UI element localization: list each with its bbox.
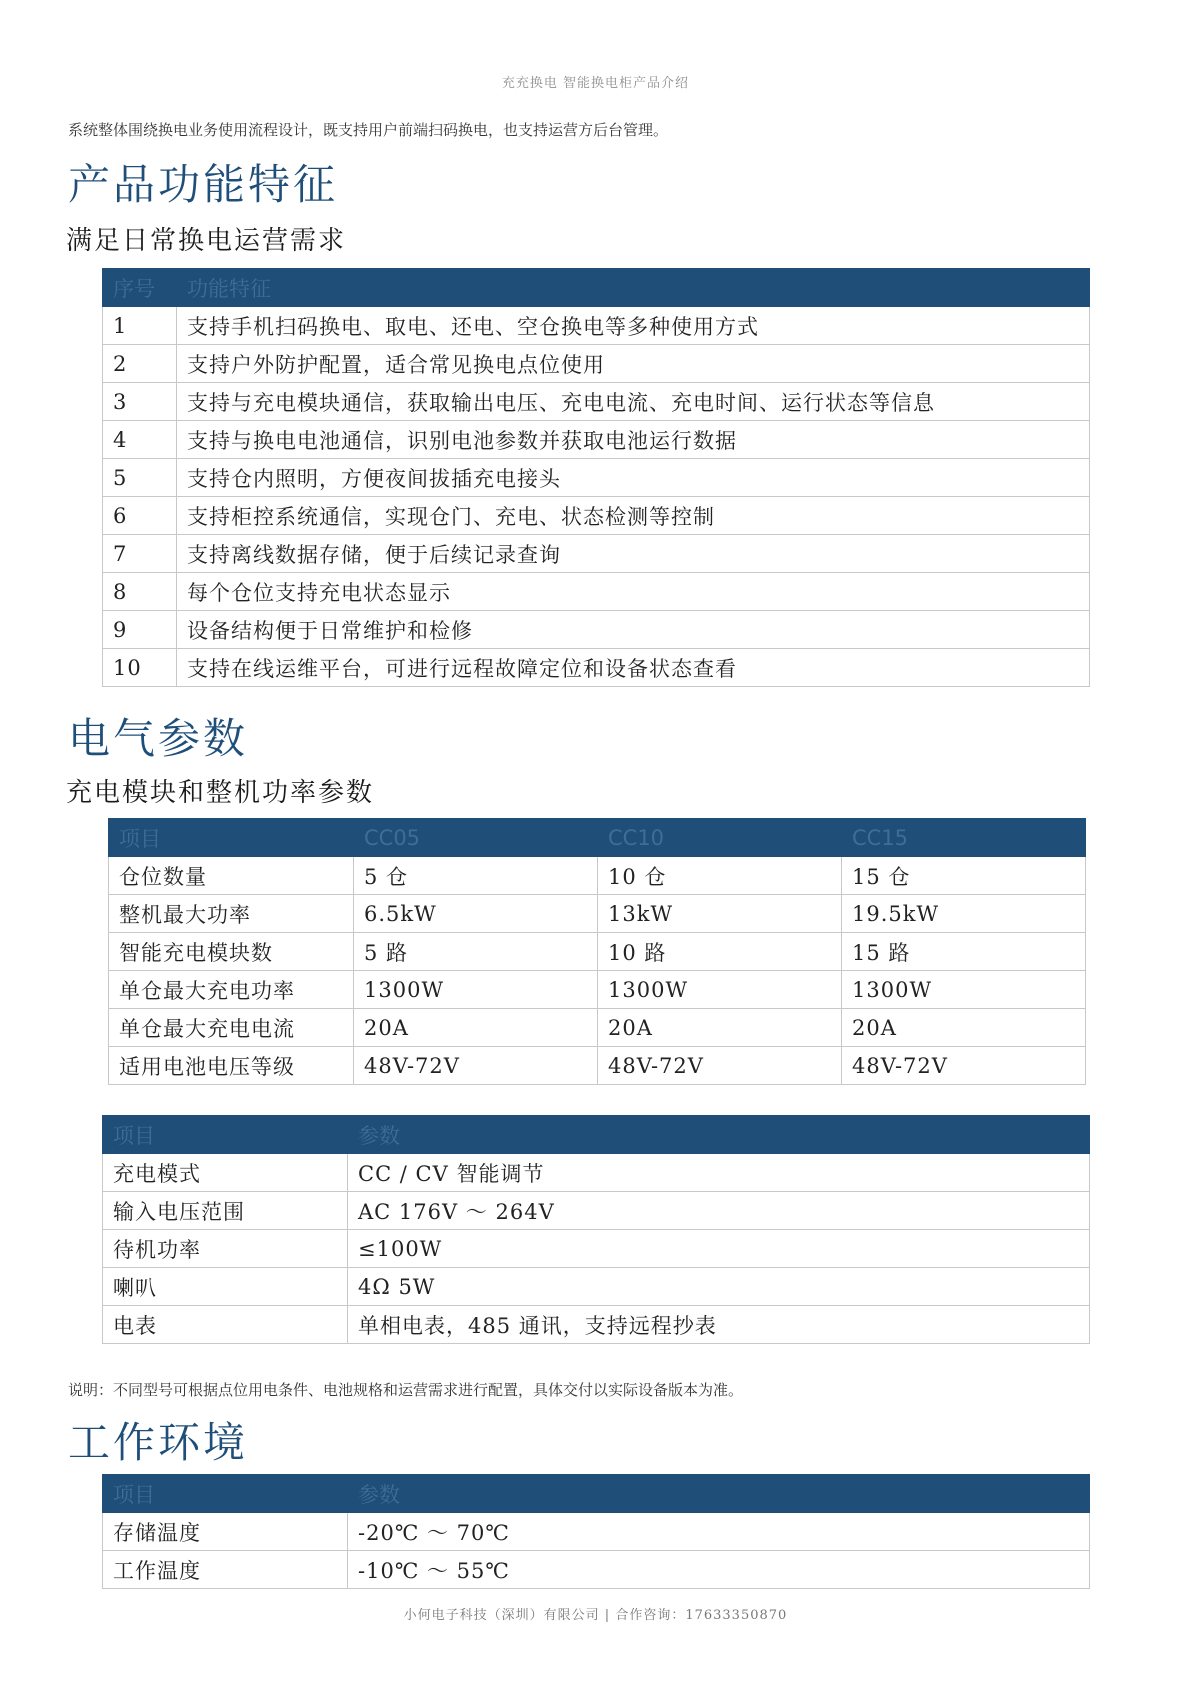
table-cell: 支持与换电电池通信，识别电池参数并获取电池运行数据 xyxy=(177,421,1090,459)
table-cell: 1300W xyxy=(598,971,842,1009)
page-footer: 小何电子科技（深圳）有限公司 | 合作咨询：17633350870 xyxy=(403,1608,788,1623)
column-header: 参数 xyxy=(348,1116,1090,1154)
table-row xyxy=(103,1306,1090,1344)
table-row xyxy=(103,535,1090,573)
environment-title: 工作环境 xyxy=(68,1418,249,1467)
table-cell: 6.5kW xyxy=(354,895,598,933)
table-cell: 输入电压范围 xyxy=(103,1192,348,1230)
table-row xyxy=(103,1154,1090,1192)
table-cell: 13kW xyxy=(598,895,842,933)
table-cell: 1300W xyxy=(354,971,598,1009)
table-cell: 48V-72V xyxy=(842,1047,1086,1085)
table-row xyxy=(109,895,1086,933)
features-title: 产品功能特征 xyxy=(68,160,339,209)
table-cell: 支持户外防护配置，适合常见换电点位使用 xyxy=(177,345,1090,383)
features-table xyxy=(102,268,1090,687)
table-row xyxy=(103,1268,1090,1306)
column-header: 项目 xyxy=(103,1475,348,1513)
table-header-row xyxy=(103,1475,1090,1513)
table-header-row xyxy=(103,1116,1090,1154)
table-cell: 单相电表，485 通讯，支持远程抄表 xyxy=(348,1306,1090,1344)
table-cell: 支持在线运维平台，可进行远程故障定位和设备状态查看 xyxy=(177,649,1090,687)
table-cell: 单仓最大充电功率 xyxy=(109,971,354,1009)
table-cell: 整机最大功率 xyxy=(109,895,354,933)
table-cell: ≤100W xyxy=(348,1230,1090,1268)
table-cell: 1300W xyxy=(842,971,1086,1009)
electrical-title: 电气参数 xyxy=(68,714,249,763)
table-header-row xyxy=(103,269,1090,307)
table-cell: 10 路 xyxy=(598,933,842,971)
table-row xyxy=(103,573,1090,611)
table-cell: 5 路 xyxy=(354,933,598,971)
table-row xyxy=(109,1047,1086,1085)
table-cell: 15 仓 xyxy=(842,857,1086,895)
config-note: 说明：不同型号可根据点位用电条件、电池规格和运营需求进行配置，具体交付以实际设备版本为准。 xyxy=(68,1381,744,1399)
table-cell: 2 xyxy=(103,345,177,383)
table-cell: 8 xyxy=(103,573,177,611)
column-header: 序号 xyxy=(103,269,177,307)
column-header: 项目 xyxy=(103,1116,348,1154)
table-cell: 48V-72V xyxy=(354,1047,598,1085)
table-cell: 充电模式 xyxy=(103,1154,348,1192)
table-row xyxy=(103,1192,1090,1230)
table-row xyxy=(109,857,1086,895)
column-header: CC05 xyxy=(354,819,598,857)
table-cell: 10 仓 xyxy=(598,857,842,895)
general-param-table xyxy=(102,1115,1090,1344)
table-cell: 19.5kW xyxy=(842,895,1086,933)
environment-table xyxy=(102,1474,1090,1589)
table-cell: 4Ω 5W xyxy=(348,1268,1090,1306)
table-cell: CC / CV 智能调节 xyxy=(348,1154,1090,1192)
table-cell: 支持离线数据存储，便于后续记录查询 xyxy=(177,535,1090,573)
table-cell: 喇叭 xyxy=(103,1268,348,1306)
table-cell: 每个仓位支持充电状态显示 xyxy=(177,573,1090,611)
table-cell: 1 xyxy=(103,307,177,345)
table-cell: 适用电池电压等级 xyxy=(109,1047,354,1085)
column-header: CC10 xyxy=(598,819,842,857)
table-cell: 智能充电模块数 xyxy=(109,933,354,971)
table-row xyxy=(109,933,1086,971)
table-row xyxy=(109,1009,1086,1047)
table-cell: 4 xyxy=(103,421,177,459)
table-cell: 5 仓 xyxy=(354,857,598,895)
column-header: CC15 xyxy=(842,819,1086,857)
table-cell: 设备结构便于日常维护和检修 xyxy=(177,611,1090,649)
table-cell: 存储温度 xyxy=(103,1513,348,1551)
table-cell: 20A xyxy=(842,1009,1086,1047)
column-header: 参数 xyxy=(348,1475,1090,1513)
table-cell: 20A xyxy=(354,1009,598,1047)
table-cell: 待机功率 xyxy=(103,1230,348,1268)
table-cell: 工作温度 xyxy=(103,1551,348,1589)
table-cell: -20℃ ～ 70℃ xyxy=(348,1513,1090,1551)
table-row xyxy=(103,421,1090,459)
table-cell: 48V-72V xyxy=(598,1047,842,1085)
table-row xyxy=(103,383,1090,421)
table-cell: 10 xyxy=(103,649,177,687)
table-cell: 6 xyxy=(103,497,177,535)
features-subtitle: 满足日常换电运营需求 xyxy=(66,226,347,256)
table-cell: 支持手机扫码换电、取电、还电、空仓换电等多种使用方式 xyxy=(177,307,1090,345)
table-row xyxy=(103,611,1090,649)
model-spec-table xyxy=(108,818,1086,1085)
table-cell: 支持柜控系统通信，实现仓门、充电、状态检测等控制 xyxy=(177,497,1090,535)
table-row xyxy=(103,459,1090,497)
table-row xyxy=(103,1230,1090,1268)
column-header: 项目 xyxy=(109,819,354,857)
page-header: 充充换电 智能换电柜产品介绍 xyxy=(501,76,690,91)
table-cell: AC 176V ～ 264V xyxy=(348,1192,1090,1230)
table-row xyxy=(103,345,1090,383)
table-cell: 电表 xyxy=(103,1306,348,1344)
electrical-subtitle: 充电模块和整机功率参数 xyxy=(66,778,375,808)
table-cell: 支持仓内照明，方便夜间拔插充电接头 xyxy=(177,459,1090,497)
intro-text: 系统整体围绕换电业务使用流程设计，既支持用户前端扫码换电，也支持运营方后台管理。 xyxy=(68,121,669,139)
table-cell: 20A xyxy=(598,1009,842,1047)
column-header: 功能特征 xyxy=(177,269,1090,307)
table-row xyxy=(103,307,1090,345)
table-row xyxy=(109,971,1086,1009)
table-cell: 支持与充电模块通信，获取输出电压、充电电流、充电时间、运行状态等信息 xyxy=(177,383,1090,421)
table-cell: -10℃ ～ 55℃ xyxy=(348,1551,1090,1589)
table-cell: 15 路 xyxy=(842,933,1086,971)
table-cell: 7 xyxy=(103,535,177,573)
table-cell: 仓位数量 xyxy=(109,857,354,895)
table-row xyxy=(103,649,1090,687)
table-row xyxy=(103,1551,1090,1589)
table-header-row xyxy=(109,819,1086,857)
table-cell: 5 xyxy=(103,459,177,497)
table-cell: 单仓最大充电电流 xyxy=(109,1009,354,1047)
table-cell: 3 xyxy=(103,383,177,421)
table-row xyxy=(103,497,1090,535)
table-cell: 9 xyxy=(103,611,177,649)
table-row xyxy=(103,1513,1090,1551)
